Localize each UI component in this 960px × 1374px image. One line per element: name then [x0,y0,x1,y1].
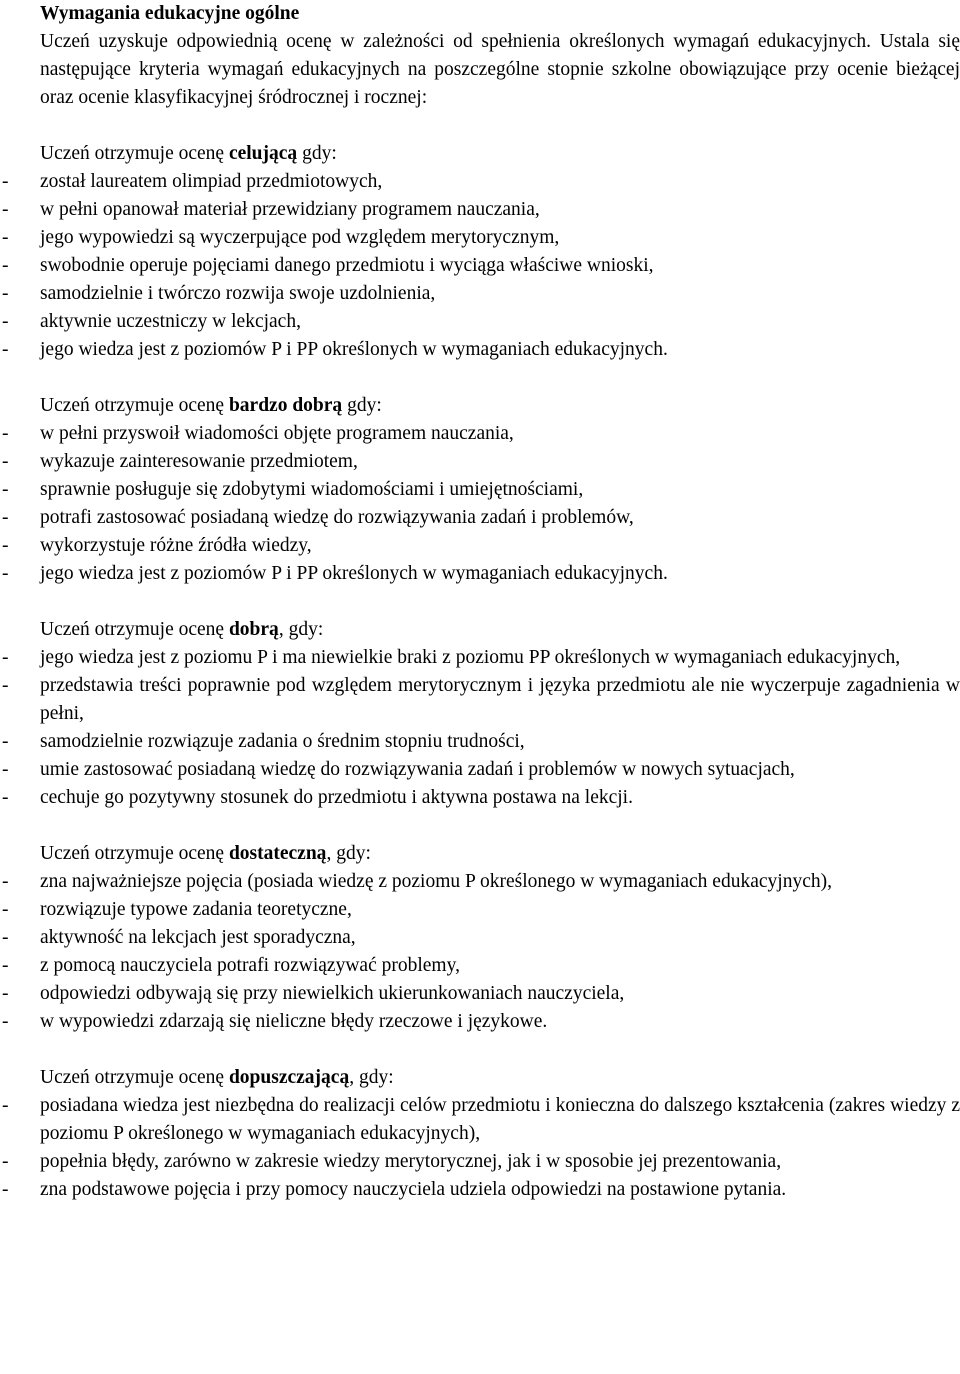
criteria-text: samodzielnie rozwiązuje zadania o średnim stopniu trudności, [40,731,525,752]
bullet-dash: - [2,479,9,500]
criteria-text: samodzielnie i twórczo rozwija swoje uzdolnienia, [40,283,436,304]
bullet-dash: - [2,675,9,696]
grade-name: celującą [228,143,298,164]
criteria-item [0,224,960,252]
criteria-item [0,504,960,532]
criteria-text: odpowiedzi odbywają się przy niewielkich ukierunkowaniach nauczyciela, [40,983,625,1004]
grade-intro-suffix: , gdy: [278,619,324,640]
bullet-dash: - [2,1179,9,1200]
criteria-text: przedstawia treści poprawnie pod względem merytorycznym i języka przedmiotu ale nie wyczerpuje zagadnienia w pełni, [40,675,960,724]
criteria-text: w pełni opanował materiał przewidziany programem nauczania, [40,199,540,220]
criteria-item [0,196,960,224]
criteria-item [0,728,960,756]
bullet-dash: - [2,451,9,472]
criteria-text: jego wiedza jest z poziomów P i PP określonych w wymaganiach edukacyjnych. [40,339,668,360]
grade-section-intro [40,1064,960,1092]
grade-intro-suffix: , gdy: [326,843,371,864]
criteria-item [0,1008,960,1036]
bullet-dash: - [2,955,9,976]
criteria-text: umie zastosować posiadaną wiedzę do rozwiązywania zadań i problemów w nowych sytuacjach, [40,759,795,780]
criteria-item [0,980,960,1008]
grade-intro-prefix: Uczeń otrzymuje ocenę [40,143,229,164]
bullet-dash: - [2,871,9,892]
criteria-text: potrafi zastosować posiadaną wiedzę do rozwiązywania zadań i problemów, [40,507,634,528]
bullet-dash: - [2,759,9,780]
criteria-text: wykorzystuje różne źródła wiedzy, [40,535,312,556]
criteria-list [0,868,960,1036]
criteria-text: jego wiedza jest z poziomu P i ma niewielkie braki z poziomu PP określonych w wymaganiach edukacyjnych, [40,647,901,668]
grade-intro-prefix: Uczeń otrzymuje ocenę [40,843,229,864]
grade-intro-suffix: , gdy: [349,1067,394,1088]
grade-section-intro [40,840,960,868]
criteria-text: zna podstawowe pojęcia i przy pomocy nauczyciela udziela odpowiedzi na postawione pytania. [40,1179,787,1200]
bullet-dash: - [2,899,9,920]
grade-name: bardzo dobrą [228,395,343,416]
criteria-text: swobodnie operuje pojęciami danego przedmiotu i wyciąga właściwe wnioski, [40,255,654,276]
bullet-dash: - [2,339,9,360]
bullet-dash: - [2,283,9,304]
grade-section-intro [40,140,960,168]
grade-intro-suffix: gdy: [342,395,382,416]
grade-section [0,616,960,812]
criteria-item [0,1148,960,1176]
criteria-text: w wypowiedzi zdarzają się nieliczne błędy rzeczowe i językowe. [40,1011,548,1032]
criteria-text: został laureatem olimpiad przedmiotowych, [40,171,383,192]
criteria-item [0,336,960,364]
grade-intro-prefix: Uczeń otrzymuje ocenę [40,395,229,416]
criteria-text: jego wiedza jest z poziomów P i PP określonych w wymaganiach edukacyjnych. [40,563,668,584]
criteria-list [0,168,960,364]
criteria-text: z pomocą nauczyciela potrafi rozwiązywać problemy, [40,955,460,976]
criteria-item [0,924,960,952]
bullet-dash: - [2,423,9,444]
criteria-item [0,1176,960,1204]
bullet-dash: - [2,535,9,556]
grade-name: dopuszczającą [228,1067,350,1088]
grade-name: dostateczną [228,843,327,864]
bullet-dash: - [2,731,9,752]
bullet-dash: - [2,787,9,808]
bullet-dash: - [2,563,9,584]
criteria-item [0,308,960,336]
grade-section-intro [40,392,960,420]
criteria-text: sprawnie posługuje się zdobytymi wiadomościami i umiejętnościami, [40,479,584,500]
grade-intro-prefix: Uczeń otrzymuje ocenę [40,619,229,640]
grade-section [0,140,960,364]
criteria-text: popełnia błędy, zarówno w zakresie wiedzy merytorycznej, jak i w sposobie jej prezentowania, [40,1151,782,1172]
criteria-text: jego wypowiedzi są wyczerpujące pod względem merytorycznym, [40,227,560,248]
bullet-dash: - [2,927,9,948]
criteria-text: aktywnie uczestniczy w lekcjach, [40,311,301,332]
criteria-text: aktywność na lekcjach jest sporadyczna, [40,927,356,948]
bullet-dash: - [2,227,9,248]
intro-paragraph: Uczeń uzyskuje odpowiednią ocenę w zależności od spełnienia określonych wymagań edukacyjnych. Ustala się następujące kryteria wymagań edukacyjnych na poszczególne stopnie szkolne obowiązujące przy ocenie bieżącej oraz ocenie klasyfikacyjnej śródrocznej i rocznej: [40,31,960,108]
criteria-item [0,252,960,280]
criteria-list [0,420,960,588]
criteria-text: w pełni przyswoił wiadomości objęte programem nauczania, [40,423,514,444]
criteria-item [0,560,960,588]
criteria-item [0,672,960,728]
criteria-text: posiadana wiedza jest niezbędna do realizacji celów przedmiotu i konieczna do dalszego kształcenia (zakres wiedzy z poziomu P określonego w wymaganiach edukacyjnych), [40,1095,960,1144]
grade-section-intro [40,616,960,644]
bullet-dash: - [2,507,9,528]
bullet-dash: - [2,171,9,192]
grade-name: dobrą [228,619,279,640]
bullet-dash: - [2,255,9,276]
bullet-dash: - [2,1095,9,1116]
criteria-text: cechuje go pozytywny stosunek do przedmiotu i aktywna postawa na lekcji. [40,787,633,808]
bullet-dash: - [2,1011,9,1032]
criteria-item [0,1092,960,1148]
grade-sections [0,140,960,1204]
criteria-item [0,448,960,476]
grade-intro-suffix: gdy: [297,143,337,164]
bullet-dash: - [2,1151,9,1172]
criteria-list [0,1092,960,1204]
bullet-dash: - [2,199,9,220]
criteria-list [0,644,960,812]
grade-section [0,840,960,1036]
grade-intro-prefix: Uczeń otrzymuje ocenę [40,1067,229,1088]
criteria-item [0,952,960,980]
criteria-item [0,868,960,896]
criteria-item [0,756,960,784]
criteria-item [0,896,960,924]
bullet-dash: - [2,311,9,332]
bullet-dash: - [2,647,9,668]
criteria-item [0,280,960,308]
criteria-text: zna najważniejsze pojęcia (posiada wiedzę z poziomu P określonego w wymaganiach edukacyjnych), [40,871,832,892]
grade-section [0,392,960,588]
criteria-item [0,168,960,196]
criteria-text: wykazuje zainteresowanie przedmiotem, [40,451,358,472]
criteria-item [0,532,960,560]
grade-section [0,1064,960,1204]
criteria-item [0,784,960,812]
document-heading: Wymagania edukacyjne ogólne [40,3,300,24]
criteria-item [0,420,960,448]
criteria-text: rozwiązuje typowe zadania teoretyczne, [40,899,352,920]
bullet-dash: - [2,983,9,1004]
criteria-item [0,476,960,504]
criteria-item [0,644,960,672]
